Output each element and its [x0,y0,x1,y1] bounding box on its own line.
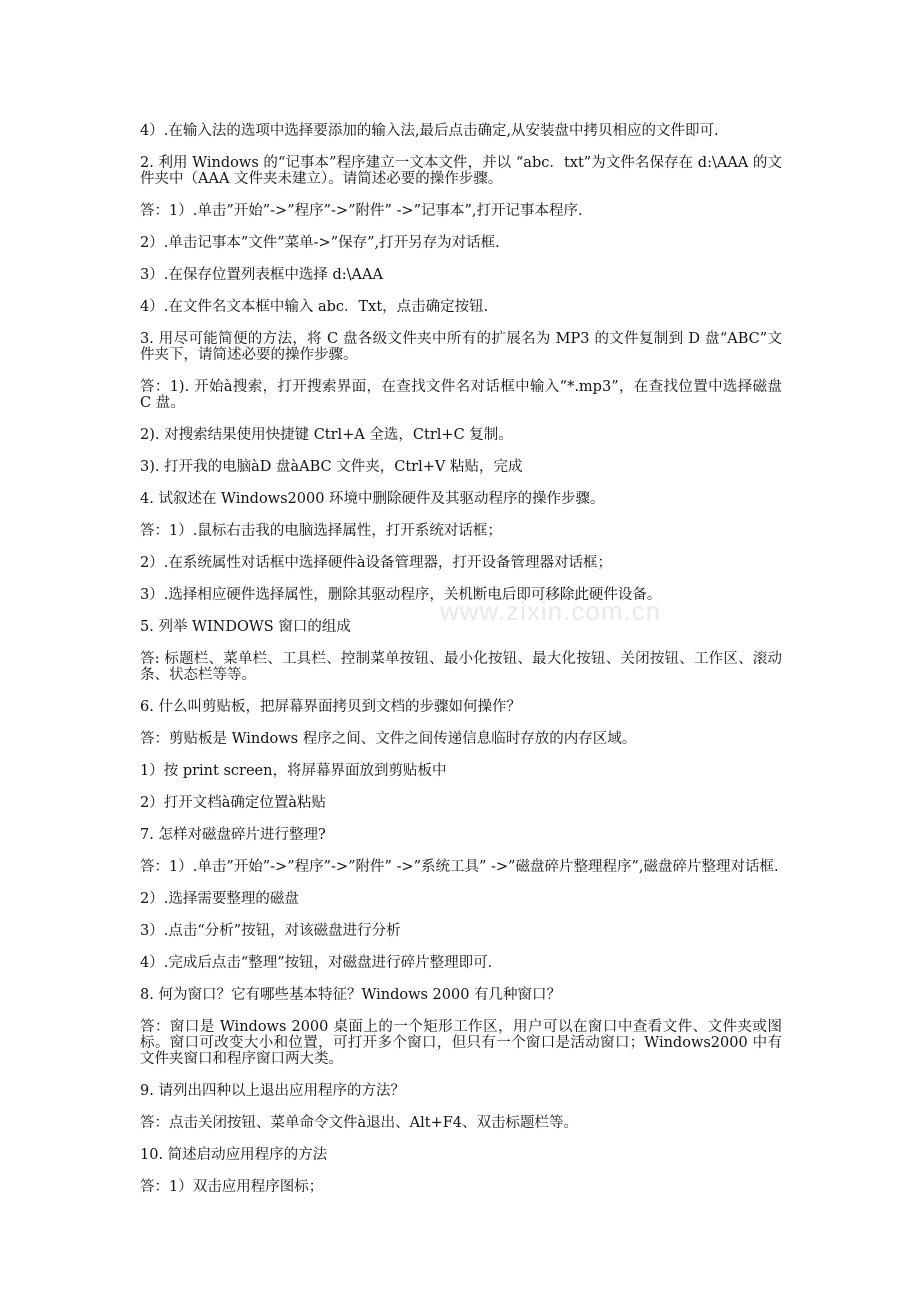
question-7: 7. 怎样对磁盘碎片进行整理? [140,827,326,843]
answer-4-step-2: 2）.在系统属性对话框中选择硬件à设备管理器，打开设备管理器对话框； [140,555,612,571]
answer-7-step-4: 4）.完成后点击“整理”按钮，对磁盘进行碎片整理即可. [140,955,493,971]
answer-5: 答: 标题栏、菜单栏、工具栏、控制菜单按钮、最小化按钮、最大化按钮、关闭按钮、工作区、滚动条、状态栏等等。 [140,651,782,683]
paragraph: 4）.在输入法的选项中选择要添加的输入法,最后点击确定,从安装盘中拷贝相应的文件即可. [140,123,719,139]
answer-3-step-3: 3). 打开我的电脑àD 盘àABC 文件夹，Ctrl+V 粘贴，完成 [140,459,523,475]
answer-6-step-1: 1）按 print screen，将屏幕界面放到剪贴板中 [140,763,447,779]
document-body [140,123,782,1211]
question-3: 3. 用尽可能简便的方法，将 C 盘各级文件夹中所有的扩展名为 MP3 的文件复制到 D 盘“ABC”文件夹下，请简述必要的操作步骤。 [140,331,782,363]
question-8: 8. 何为窗口？它有哪些基本特征？Windows 2000 有几种窗口？ [140,987,562,1003]
watermark: www.zixin.com.cn [440,596,662,626]
answer-9: 答：点击关闭按钮、菜单命令文件à退出、Alt+F4、双击标题栏等。 [140,1115,579,1131]
answer-2-step-4: 4）.在文件名文本框中输入 abc．Txt，点击确定按钮. [140,299,489,315]
answer-8: 答：窗口是 Windows 2000 桌面上的一个矩形工作区，用户可以在窗口中查看文件、文件夹或图标。窗口可改变大小和位置，可打开多个窗口，但只有一个窗口是活动窗口；Windows2000 中有文件夹窗口和程序窗口两大类。 [140,1019,782,1067]
answer-7-step-3: 3）.点击“分析”按钮，对该磁盘进行分析 [140,923,401,939]
question-9: 9. 请列出四种以上退出应用程序的方法？ [140,1083,405,1099]
answer-2-step-3: 3）.在保存位置列表框中选择 d:\AAA [140,267,383,283]
answer-6: 答：剪贴板是 Windows 程序之间、文件之间传递信息临时存放的内存区域。 [140,731,637,747]
answer-6-step-2: 2）打开文档à确定位置à粘贴 [140,795,327,811]
answer-7-step-1: 答：1）.单击”开始”->”程序”->”附件” ->”系统工具” ->”磁盘碎片整理程序”,磁盘碎片整理对话框. [140,859,779,875]
question-4: 4. 试叙述在 Windows2000 环境中删除硬件及其驱动程序的操作步骤。 [140,491,605,507]
question-6: 6. 什么叫剪贴板，把屏幕界面拷贝到文档的步骤如何操作？ [140,699,521,715]
answer-2-step-1: 答：1）.单击”开始”->”程序”->”附件” ->”记事本”,打开记事本程序. [140,203,583,219]
answer-7-step-2: 2）.选择需要整理的磁盘 [140,891,299,907]
answer-2-step-2: 2）.单击记事本”文件”菜单->”保存”,打开另存为对话框. [140,235,500,251]
answer-4-step-3: 3）.选择相应硬件选择属性，删除其驱动程序，关机断电后即可移除此硬件设备。 [140,587,662,603]
answer-4-step-1: 答：1）.鼠标右击我的电脑选择属性，打开系统对话框； [140,523,502,539]
answer-10-step-1: 答：1）双击应用程序图标； [140,1179,324,1195]
question-5: 5. 列举 WINDOWS 窗口的组成 [140,619,351,635]
answer-3-step-2: 2). 对搜索结果使用快捷键 Ctrl+A 全选，Ctrl+C 复制。 [140,427,513,443]
question-10: 10. 简述启动应用程序的方法 [140,1147,328,1163]
answer-3-step-1: 答：1). 开始à搜索，打开搜索界面，在查找文件名对话框中输入“*.mp3”，在查找位置中选择磁盘 C 盘。 [140,379,782,411]
question-2: 2. 利用 Windows 的“记事本”程序建立一文本文件，并以 “abc．txt”为文件名保存在 d:\AAA 的文件夹中（AAA 文件夹未建立）。请简述必要的操作步骤。 [140,155,782,187]
